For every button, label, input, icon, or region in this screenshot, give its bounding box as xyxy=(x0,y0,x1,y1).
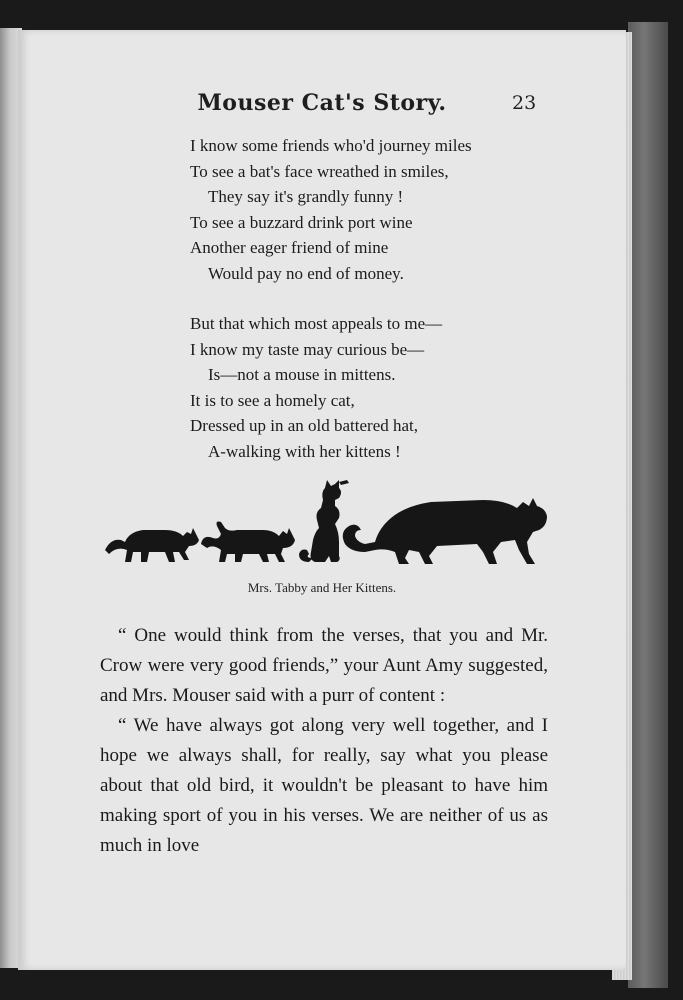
verse-line: Another eager friend of mine xyxy=(190,238,389,257)
verse-line: Is—not a mouse in mittens. xyxy=(208,365,396,384)
mother-cat-silhouette xyxy=(343,498,547,564)
cat-and-kittens-silhouette-icon xyxy=(103,478,548,568)
illustration-caption: Mrs. Tabby and Her Kittens. xyxy=(247,580,397,595)
book-cover-edge xyxy=(628,22,668,988)
verse-line: Dressed up in an old battered hat, xyxy=(190,416,419,435)
kitten-silhouette-1 xyxy=(105,528,199,562)
verse-line: To see a bat's face wreathed in smiles, xyxy=(190,161,449,181)
prose-paragraph: “ We have always got along very well together, and I hope we always shall, for really, say what you please about that old bird, it wouldn't be pleasant to have him making sport of you in his verses. We are neither of us as much in love xyxy=(100,715,548,856)
running-head: Mouser Cat's Story. xyxy=(197,90,447,116)
verse-line: Would pay no end of money. xyxy=(208,263,404,283)
page-number: 23 xyxy=(512,92,537,114)
kitten-silhouette-2 xyxy=(201,522,295,563)
verse-stanza-2 xyxy=(190,311,570,464)
kitten-silhouette-3 xyxy=(299,480,349,562)
verse-line: To see a buzzard drink port wine xyxy=(190,212,413,232)
verse-line: I know some friends who'd journey miles xyxy=(190,136,472,155)
book-page xyxy=(18,30,626,970)
verse-line: A-walking with her kittens ! xyxy=(208,441,401,461)
verse-line: They say it's grandly funny ! xyxy=(208,187,404,206)
prose-paragraph: “ One would think from the verses, that you and Mr. Crow were very good friends,” your Aunt Amy suggested, and Mrs. Mouser said with a purr of content : xyxy=(100,625,548,706)
verse-line: It is to see a homely cat, xyxy=(190,390,355,410)
prose-body xyxy=(100,621,548,861)
verse-stanza-1 xyxy=(190,133,570,286)
verse-line: But that which most appeals to me— xyxy=(190,314,443,333)
verse-line: I know my taste may curious be— xyxy=(190,339,425,359)
